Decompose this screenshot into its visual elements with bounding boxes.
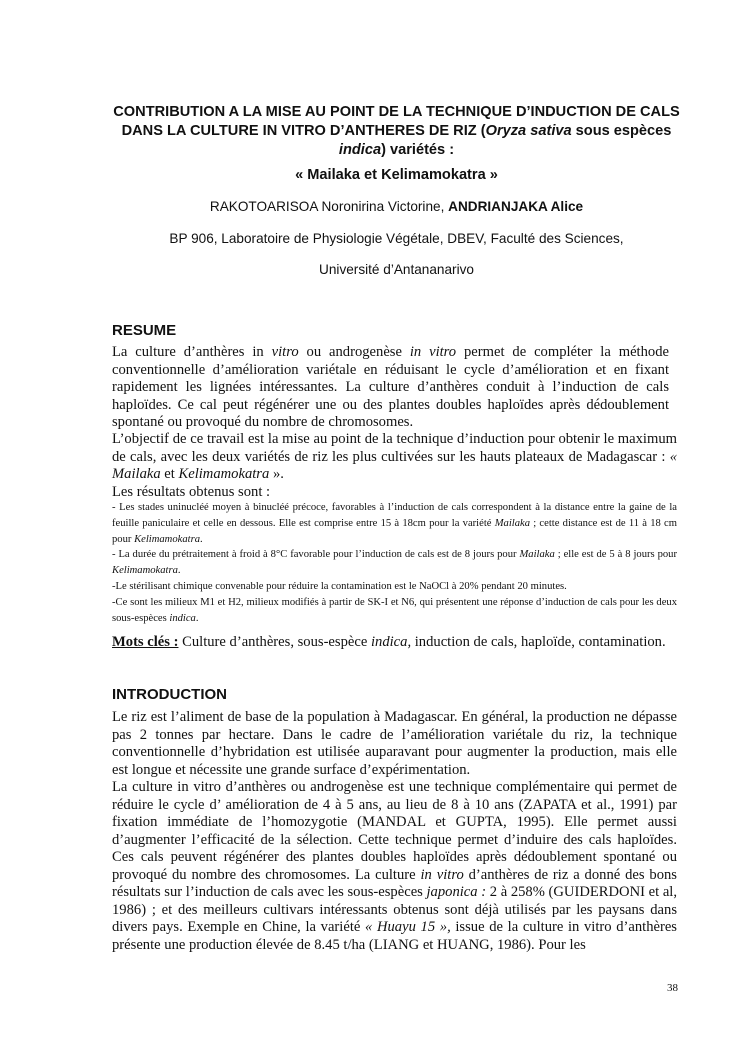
author-bold: ANDRIANJAKA Alice <box>448 199 584 214</box>
resume-paragraph-1: La culture d’anthères in vitro ou androgenèse in vitro permet de compléter la méthode conventionnelle d’amélioration variétale en réduisant le cycle d’amélioration et en fixant rapidement les lignées intéressantes. La culture d’anthères conduit à l’induction de cals haploïdes. Ce cal peut régénérer une ou des plantes doubles haploïdes après dédoublement spontané ou provoqué du nombre de chromosomes. <box>112 344 669 430</box>
resume-objective <box>112 431 677 501</box>
introduction-body <box>112 709 677 954</box>
result-item: -Ce sont les milieux M1 et H2, milieux modifiés à partir de SK-I et N6, qui présentent une réponse d’induction de cals pour les deux sous-espèces indica. <box>112 596 677 624</box>
result-item: - Les stades uninucléé moyen à binucléé précoce, favorables à l’induction de cals correspondent à la distance entre la gaine de la feuille paniculaire et celle en dessous. Elle est comprise entre 15 à 18cm pour la variété Mailaka ; cette distance est de 11 à 18 cm pour Kelimamokatra. <box>112 502 678 545</box>
introduction-paragraph-1: Le riz est l’aliment de base de la population à Madagascar. En général, la production ne dépasse pas 2 tonnes par hectare. Dans le cadre de l’amélioration variétale du riz, la technique conventionnelle d’hybridation est utilisée auparavant pour augmenter la production, mais elle est longue et nécessite une grande surface d’expérimentation. <box>112 709 677 778</box>
result-item: -Le stérilisant chimique convenable pour réduire la contamination est le NaOCl à 20% pendant 20 minutes. <box>112 580 567 592</box>
paper-subtitle: « Mailaka et Kelimamokatra » <box>295 167 498 183</box>
keywords: Mots clés : Culture d’anthères, sous-espèce indica, induction de cals, haploïde, contamination. <box>112 634 666 650</box>
keywords-label: Mots clés : <box>112 634 179 650</box>
page-number: 38 <box>667 982 678 994</box>
introduction-paragraph-2: La culture in vitro d’anthères ou androgenèse est une technique complémentaire qui permet de réduire le cycle d’ amélioration de 4 à 5 ans, au lieu de 8 à 10 ans (ZAPATA et al., 1991) par fixation immédiate de l’homozygotie (MANDAL et GUPTA, 1995). Elle permet aussi d’augmenter l’efficacité de la sélection. Cette technique permet d’induire des cals haploïdes. Ces cals peuvent régénérer des plantes doubles haploïdes après dédoublement spontané ou provoqué du nombre des chromosomes. La culture in vitro d’anthères de riz a donné des bons résultats sur l’induction de cals avec les sous-espèces japonica : 2 à 258% (GUIDERDONI et al, 1986) ; et des meilleurs cultivars intéressants obtenus sont déjà utilisés par les paysans dans divers pays. Exemple en Chine, la variété « Huayu 15 », issue de la culture in vitro d’anthères présente une production élevée de 8.45 t/ha (LIANG et HUANG, 1986). Pour les <box>112 779 677 953</box>
results-list <box>112 500 677 626</box>
authors: RAKOTOARISOA Noronirina Victorine, ANDRIANJAKA Alice <box>209 199 584 214</box>
paper-title: CONTRIBUTION A LA MISE AU POINT DE LA TECHNIQUE D’INDUCTION DE CALS DANS LA CULTURE IN VITRO D’ANTHERES DE RIZ (Oryza sativa sous espèces indica) variétés : <box>113 104 680 158</box>
resume-paragraph-3: Les résultats obtenus sont : <box>112 483 271 500</box>
affiliation: BP 906, Laboratoire de Physiologie Végétale, DBEV, Faculté des Sciences, <box>169 231 624 246</box>
resume-paragraph-2: L’objectif de ce travail est la mise au point de la technique d’induction pour obtenir le maximum de cals, avec les deux variétés de riz les plus cultivées sur les hauts plateaux de Madagascar : « Mailaka et Kelimamokatra ». <box>112 431 677 482</box>
species-name: Oryza sativa <box>485 123 572 139</box>
resume-heading: RESUME <box>112 322 177 339</box>
subspecies-name: indica <box>338 142 382 158</box>
university: Université d’Antananarivo <box>319 262 474 277</box>
result-item: - La durée du prétraitement à froid à 8°C favorable pour l’induction de cals est de 8 jours pour Mailaka ; elle est de 5 à 8 jours pour Kelimamokatra. <box>112 549 677 577</box>
introduction-heading: INTRODUCTION <box>112 686 227 703</box>
